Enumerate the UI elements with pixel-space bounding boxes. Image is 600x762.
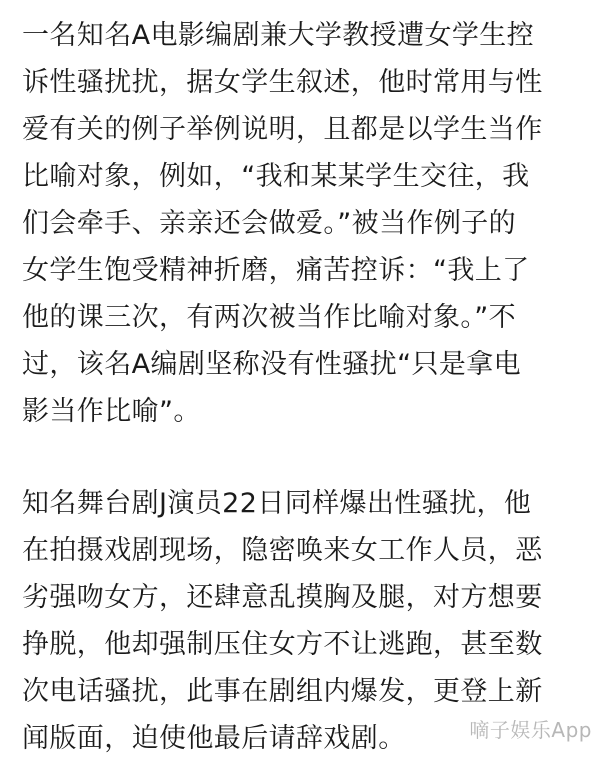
text-line: 知名舞台剧J演员22日同样爆出性骚扰，他 (22, 488, 532, 519)
text-line: 一名知名A电影编剧兼大学教授遭女学生控 (22, 20, 535, 51)
article-body (22, 0, 582, 762)
text-line: 比喻对象，例如，“我和某某学生交往，我 (22, 161, 530, 192)
watermark-logo: 嘀子娱乐App (469, 718, 592, 742)
text-line: 闻版面，迫使他最后请辞戏剧。 (22, 723, 406, 754)
text-line: 挣脱，他却强制压住女方不让逃跑，甚至数 (22, 629, 543, 660)
text-line: 影当作比喻”。 (22, 396, 201, 427)
text-line: 诉性骚扰扰，据女学生叙述，他时常用与性 (22, 67, 543, 98)
text-line: 他的课三次，有两次被当作比喻对象。”不 (22, 302, 517, 333)
text-line: 们会牵手、亲亲还会做爱。”被当作例子的 (22, 208, 517, 239)
text-line: 在拍摄戏剧现场，隐密唤来女工作人员，恶 (22, 535, 543, 566)
text-line: 劣强吻女方，还肆意乱摸胸及腿，对方想要 (22, 582, 543, 613)
paragraph-1 (22, 0, 582, 435)
text-line: 女学生饱受精神折磨，痛苦控诉：“我上了 (22, 255, 530, 286)
text-line: 过，该名A编剧坚称没有性骚扰“只是拿电 (22, 349, 522, 380)
text-line: 爱有关的例子举例说明，且都是以学生当作 (22, 114, 543, 145)
paragraph-2 (22, 435, 582, 762)
text-line: 次电话骚扰，此事在剧组内爆发，更登上新 (22, 676, 543, 707)
